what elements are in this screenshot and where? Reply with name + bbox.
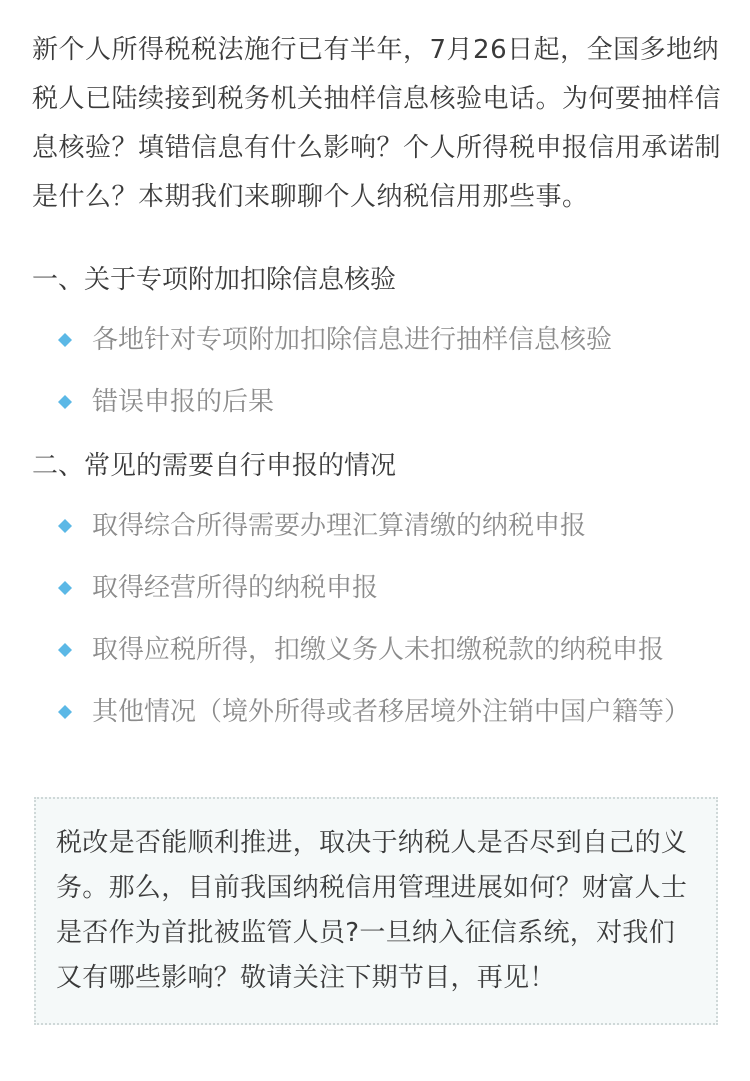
list-item [32,320,722,360]
list-item-text: 其他情况（境外所得或者移居境外注销中国户籍等） [92,697,691,727]
list-item [32,692,722,732]
list-item-text: 取得应税所得，扣缴义务人未扣缴税款的纳税申报 [92,635,665,665]
section-special-deduction [32,260,722,422]
section-self-declaration [32,446,722,732]
intro-paragraph: 新个人所得税税法施行已有半年，7月26日起，全国多地纳税人已陆续接到税务机关抽样信息核验电话。为何要抽样信息核验？填错信息有什么影响？个人所得税申报信用承诺制是什么？本期我们来聊聊个人纳税信用那些事。 [32,35,722,212]
diamond-bullet-icon [58,519,72,533]
list-item [32,506,722,546]
list-item-text: 各地针对专项附加扣除信息进行抽样信息核验 [92,325,613,355]
closing-note-text: 税改是否能顺利推进，取决于纳税人是否尽到自己的义务。那么，目前我国纳税信用管理进展如何？财富人士是否作为首批被监管人员?一旦纳入征信系统，对我们又有哪些影响？敬请关注下期节目，再见！ [56,828,688,993]
section-title: 一、关于专项附加扣除信息核验 [32,265,397,295]
diamond-bullet-icon [58,395,72,409]
diamond-bullet-icon [58,705,72,719]
list-item [32,382,722,422]
diamond-bullet-icon [58,581,72,595]
closing-note-box [34,797,718,1025]
diamond-bullet-icon [58,333,72,347]
list-item-text: 取得综合所得需要办理汇算清缴的纳税申报 [92,511,587,541]
list-item [32,568,722,608]
section-title: 二、常见的需要自行申报的情况 [32,451,397,481]
list-item-text: 取得经营所得的纳税申报 [92,573,379,603]
list-item [32,630,722,670]
list-item-text: 错误申报的后果 [92,387,275,417]
article-body [32,26,722,732]
diamond-bullet-icon [58,643,72,657]
